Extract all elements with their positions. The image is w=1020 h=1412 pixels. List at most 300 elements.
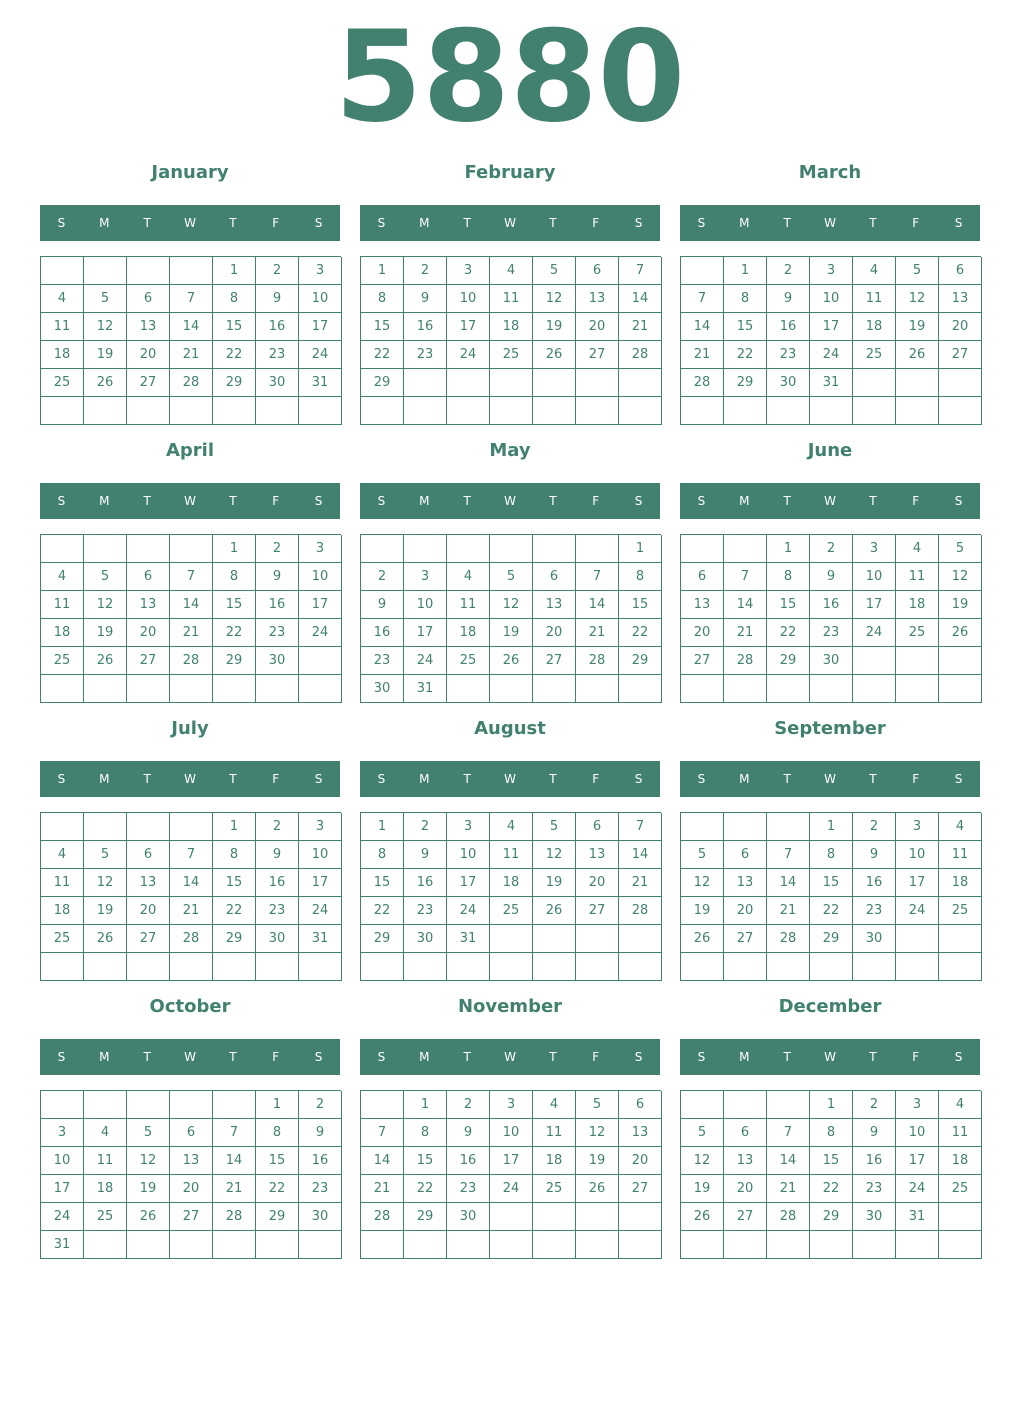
weekday-header: [680, 761, 980, 797]
day-cell: 14: [767, 1147, 810, 1175]
weekday-label: F: [272, 772, 280, 786]
day-cell: 19: [939, 591, 982, 619]
weekday-label: S: [634, 216, 643, 230]
day-cell: 2: [447, 1091, 490, 1119]
weekday-label: W: [824, 772, 836, 786]
weekday-label: M: [99, 1050, 110, 1064]
day-cell: 1: [256, 1091, 299, 1119]
empty-cell: [939, 369, 982, 397]
day-cell: 10: [810, 285, 853, 313]
day-cell: 8: [361, 285, 404, 313]
day-cell: 25: [84, 1203, 127, 1231]
day-cell: 26: [127, 1203, 170, 1231]
empty-cell: [41, 257, 84, 285]
day-cell: 5: [533, 257, 576, 285]
empty-cell: [576, 535, 619, 563]
day-cell: 26: [939, 619, 982, 647]
day-cell: 9: [404, 841, 447, 869]
empty-cell: [767, 1091, 810, 1119]
day-cell: 23: [853, 897, 896, 925]
day-cell: 11: [84, 1147, 127, 1175]
weekday-label: W: [504, 216, 516, 230]
day-cell: 27: [127, 925, 170, 953]
day-cell: 6: [619, 1091, 662, 1119]
day-cell: 10: [853, 563, 896, 591]
empty-cell: [256, 675, 299, 703]
weekday-label: W: [504, 772, 516, 786]
day-cell: 7: [361, 1119, 404, 1147]
day-cell: 18: [41, 619, 84, 647]
day-cell: 14: [619, 285, 662, 313]
empty-cell: [576, 925, 619, 953]
day-cell: 4: [41, 285, 84, 313]
weekday-label: F: [592, 1050, 600, 1064]
empty-cell: [896, 1231, 939, 1259]
day-cell: 20: [576, 313, 619, 341]
day-cell: 22: [619, 619, 662, 647]
day-cell: 28: [170, 925, 213, 953]
empty-cell: [810, 397, 853, 425]
day-cell: 14: [767, 869, 810, 897]
day-cell: 9: [256, 841, 299, 869]
day-cell: 28: [619, 897, 662, 925]
day-cell: 15: [724, 313, 767, 341]
day-cell: 27: [170, 1203, 213, 1231]
day-cell: 7: [170, 563, 213, 591]
month-title: September: [774, 718, 886, 739]
weekday-header: [40, 761, 340, 797]
empty-cell: [681, 1091, 724, 1119]
day-cell: 6: [576, 813, 619, 841]
weekday-label: T: [783, 494, 791, 508]
day-cell: 7: [724, 563, 767, 591]
empty-cell: [576, 675, 619, 703]
day-cell: 31: [810, 369, 853, 397]
day-cell: 8: [361, 841, 404, 869]
day-cell: 23: [404, 897, 447, 925]
empty-cell: [939, 397, 982, 425]
weekday-label: W: [184, 216, 196, 230]
day-cell: 29: [213, 925, 256, 953]
day-cell: 13: [619, 1119, 662, 1147]
day-cell: 27: [576, 897, 619, 925]
weekday-label: M: [419, 216, 430, 230]
empty-cell: [361, 535, 404, 563]
day-cell: 24: [853, 619, 896, 647]
empty-cell: [767, 953, 810, 981]
weekday-label: S: [954, 216, 963, 230]
empty-cell: [681, 397, 724, 425]
empty-cell: [170, 257, 213, 285]
day-cell: 7: [767, 841, 810, 869]
day-cell: 27: [619, 1175, 662, 1203]
weekday-label: S: [57, 494, 66, 508]
day-cell: 27: [127, 647, 170, 675]
weekday-label: S: [697, 772, 706, 786]
day-cell: 10: [404, 591, 447, 619]
weekday-label: S: [377, 494, 386, 508]
weekday-label: S: [697, 216, 706, 230]
empty-cell: [619, 397, 662, 425]
day-cell: 22: [767, 619, 810, 647]
day-cell: 27: [681, 647, 724, 675]
day-cell: 28: [724, 647, 767, 675]
empty-cell: [213, 1231, 256, 1259]
empty-cell: [533, 535, 576, 563]
weekday-label: W: [824, 1050, 836, 1064]
day-cell: 28: [213, 1203, 256, 1231]
day-cell: 31: [404, 675, 447, 703]
empty-cell: [853, 1231, 896, 1259]
day-cell: 10: [447, 285, 490, 313]
day-cell: 20: [724, 897, 767, 925]
day-cell: 17: [299, 591, 342, 619]
empty-cell: [939, 953, 982, 981]
day-cell: 27: [724, 1203, 767, 1231]
day-cell: 26: [576, 1175, 619, 1203]
day-cell: 9: [447, 1119, 490, 1147]
day-cell: 14: [170, 591, 213, 619]
empty-cell: [41, 675, 84, 703]
day-cell: 14: [213, 1147, 256, 1175]
weekday-label: F: [912, 772, 920, 786]
day-cell: 27: [127, 369, 170, 397]
day-cell: 25: [490, 341, 533, 369]
empty-cell: [724, 1091, 767, 1119]
empty-cell: [127, 535, 170, 563]
day-cell: 7: [619, 813, 662, 841]
empty-cell: [576, 1203, 619, 1231]
day-cell: 21: [619, 869, 662, 897]
day-cell: 15: [404, 1147, 447, 1175]
day-cell: 5: [939, 535, 982, 563]
empty-cell: [853, 675, 896, 703]
empty-cell: [724, 953, 767, 981]
empty-cell: [767, 397, 810, 425]
empty-cell: [84, 953, 127, 981]
day-cell: 29: [213, 647, 256, 675]
weekday-label: T: [549, 216, 557, 230]
day-cell: 20: [127, 619, 170, 647]
empty-cell: [84, 1231, 127, 1259]
empty-cell: [84, 257, 127, 285]
weekday-label: S: [634, 1050, 643, 1064]
weekday-label: W: [504, 1050, 516, 1064]
day-cell: 28: [767, 1203, 810, 1231]
empty-cell: [490, 953, 533, 981]
weekday-label: S: [314, 216, 323, 230]
day-grid: [40, 534, 341, 703]
weekday-label: M: [419, 1050, 430, 1064]
empty-cell: [170, 813, 213, 841]
day-cell: 8: [256, 1119, 299, 1147]
day-cell: 23: [810, 619, 853, 647]
empty-cell: [619, 925, 662, 953]
day-cell: 3: [853, 535, 896, 563]
empty-cell: [447, 1231, 490, 1259]
day-cell: 11: [41, 313, 84, 341]
day-cell: 17: [490, 1147, 533, 1175]
day-cell: 19: [681, 897, 724, 925]
empty-cell: [533, 1203, 576, 1231]
day-cell: 31: [41, 1231, 84, 1259]
empty-cell: [939, 1231, 982, 1259]
month-title: May: [489, 440, 531, 461]
day-cell: 6: [724, 841, 767, 869]
empty-cell: [939, 647, 982, 675]
empty-cell: [84, 1091, 127, 1119]
day-cell: 10: [896, 841, 939, 869]
year-title: 5880: [334, 3, 686, 150]
day-cell: 20: [127, 897, 170, 925]
day-cell: 2: [810, 535, 853, 563]
day-cell: 18: [447, 619, 490, 647]
day-cell: 24: [896, 1175, 939, 1203]
day-cell: 27: [533, 647, 576, 675]
day-cell: 11: [939, 1119, 982, 1147]
day-cell: 25: [939, 1175, 982, 1203]
day-cell: 28: [361, 1203, 404, 1231]
empty-cell: [447, 535, 490, 563]
day-cell: 29: [256, 1203, 299, 1231]
day-cell: 21: [170, 341, 213, 369]
day-cell: 13: [724, 1147, 767, 1175]
day-cell: 5: [681, 1119, 724, 1147]
day-cell: 25: [853, 341, 896, 369]
day-cell: 17: [299, 313, 342, 341]
empty-cell: [576, 953, 619, 981]
day-cell: 13: [170, 1147, 213, 1175]
empty-cell: [533, 369, 576, 397]
day-cell: 21: [213, 1175, 256, 1203]
day-cell: 6: [533, 563, 576, 591]
day-cell: 11: [939, 841, 982, 869]
empty-cell: [299, 675, 342, 703]
day-cell: 16: [853, 869, 896, 897]
day-cell: 10: [490, 1119, 533, 1147]
day-cell: 27: [939, 341, 982, 369]
day-cell: 4: [939, 813, 982, 841]
empty-cell: [361, 1231, 404, 1259]
weekday-label: T: [869, 216, 877, 230]
weekday-label: T: [869, 772, 877, 786]
day-cell: 17: [299, 869, 342, 897]
empty-cell: [404, 535, 447, 563]
day-cell: 1: [724, 257, 767, 285]
weekday-label: F: [592, 494, 600, 508]
day-cell: 29: [361, 925, 404, 953]
day-cell: 10: [299, 285, 342, 313]
weekday-label: T: [549, 772, 557, 786]
day-cell: 5: [576, 1091, 619, 1119]
empty-cell: [896, 397, 939, 425]
weekday-header: [40, 1039, 340, 1075]
day-cell: 11: [447, 591, 490, 619]
day-grid: [360, 1090, 661, 1259]
day-cell: 17: [404, 619, 447, 647]
day-cell: 7: [619, 257, 662, 285]
day-cell: 13: [576, 841, 619, 869]
empty-cell: [896, 675, 939, 703]
day-cell: 24: [896, 897, 939, 925]
day-cell: 30: [256, 647, 299, 675]
day-cell: 20: [939, 313, 982, 341]
weekday-label: W: [824, 494, 836, 508]
day-cell: 5: [533, 813, 576, 841]
day-cell: 25: [41, 925, 84, 953]
weekday-label: S: [697, 494, 706, 508]
day-cell: 18: [939, 869, 982, 897]
day-cell: 16: [256, 591, 299, 619]
day-grid: [680, 534, 981, 703]
day-cell: 15: [810, 869, 853, 897]
day-cell: 7: [681, 285, 724, 313]
empty-cell: [170, 535, 213, 563]
empty-cell: [404, 1231, 447, 1259]
empty-cell: [127, 1091, 170, 1119]
day-cell: 31: [299, 925, 342, 953]
day-cell: 6: [127, 841, 170, 869]
empty-cell: [447, 397, 490, 425]
day-cell: 18: [939, 1147, 982, 1175]
day-grid: [40, 812, 341, 981]
day-cell: 5: [84, 563, 127, 591]
weekday-header: [360, 483, 660, 519]
day-cell: 23: [853, 1175, 896, 1203]
weekday-label: S: [57, 216, 66, 230]
day-cell: 14: [170, 313, 213, 341]
day-grid: [680, 1090, 981, 1259]
day-cell: 11: [490, 841, 533, 869]
empty-cell: [170, 953, 213, 981]
empty-cell: [299, 397, 342, 425]
day-cell: 26: [533, 897, 576, 925]
weekday-label: S: [377, 1050, 386, 1064]
day-cell: 13: [127, 869, 170, 897]
empty-cell: [127, 675, 170, 703]
weekday-header: [40, 205, 340, 241]
day-cell: 23: [299, 1175, 342, 1203]
weekday-label: T: [463, 772, 471, 786]
empty-cell: [490, 535, 533, 563]
day-cell: 8: [619, 563, 662, 591]
day-cell: 16: [404, 313, 447, 341]
empty-cell: [896, 953, 939, 981]
day-cell: 11: [41, 869, 84, 897]
day-cell: 24: [447, 897, 490, 925]
day-cell: 5: [681, 841, 724, 869]
day-cell: 12: [533, 285, 576, 313]
day-cell: 15: [361, 869, 404, 897]
weekday-label: S: [377, 216, 386, 230]
day-cell: 8: [810, 1119, 853, 1147]
day-cell: 30: [404, 925, 447, 953]
weekday-label: S: [57, 1050, 66, 1064]
day-cell: 12: [576, 1119, 619, 1147]
day-cell: 4: [84, 1119, 127, 1147]
day-cell: 3: [404, 563, 447, 591]
day-cell: 1: [767, 535, 810, 563]
day-cell: 7: [767, 1119, 810, 1147]
day-cell: 9: [853, 1119, 896, 1147]
weekday-label: S: [314, 1050, 323, 1064]
day-cell: 21: [576, 619, 619, 647]
empty-cell: [619, 1231, 662, 1259]
month-title: January: [151, 162, 229, 183]
empty-cell: [533, 953, 576, 981]
empty-cell: [939, 925, 982, 953]
day-cell: 9: [767, 285, 810, 313]
empty-cell: [299, 647, 342, 675]
empty-cell: [490, 1231, 533, 1259]
empty-cell: [490, 397, 533, 425]
day-cell: 28: [170, 647, 213, 675]
day-cell: 20: [127, 341, 170, 369]
day-grid: [680, 812, 981, 981]
empty-cell: [447, 953, 490, 981]
day-cell: 12: [84, 591, 127, 619]
weekday-header: [360, 1039, 660, 1075]
empty-cell: [681, 535, 724, 563]
day-cell: 16: [447, 1147, 490, 1175]
day-cell: 19: [533, 313, 576, 341]
day-cell: 10: [896, 1119, 939, 1147]
day-cell: 30: [810, 647, 853, 675]
day-cell: 19: [84, 897, 127, 925]
empty-cell: [299, 1231, 342, 1259]
day-cell: 28: [619, 341, 662, 369]
empty-cell: [681, 1231, 724, 1259]
day-cell: 10: [41, 1147, 84, 1175]
day-cell: 26: [84, 647, 127, 675]
day-cell: 3: [299, 535, 342, 563]
empty-cell: [213, 1091, 256, 1119]
day-cell: 8: [213, 563, 256, 591]
weekday-label: S: [954, 494, 963, 508]
empty-cell: [170, 1231, 213, 1259]
weekday-label: T: [869, 1050, 877, 1064]
day-cell: 8: [724, 285, 767, 313]
day-cell: 22: [810, 1175, 853, 1203]
weekday-label: T: [463, 494, 471, 508]
day-cell: 28: [170, 369, 213, 397]
empty-cell: [619, 369, 662, 397]
day-cell: 28: [767, 925, 810, 953]
day-cell: 6: [170, 1119, 213, 1147]
day-cell: 21: [767, 1175, 810, 1203]
day-cell: 13: [939, 285, 982, 313]
empty-cell: [41, 813, 84, 841]
day-cell: 2: [767, 257, 810, 285]
day-cell: 3: [299, 257, 342, 285]
month-title: December: [778, 996, 882, 1017]
day-cell: 6: [576, 257, 619, 285]
day-cell: 30: [256, 369, 299, 397]
day-cell: 4: [490, 813, 533, 841]
day-cell: 17: [810, 313, 853, 341]
day-cell: 11: [41, 591, 84, 619]
day-cell: 2: [256, 535, 299, 563]
day-cell: 30: [853, 1203, 896, 1231]
day-cell: 24: [299, 619, 342, 647]
day-cell: 9: [404, 285, 447, 313]
day-cell: 21: [681, 341, 724, 369]
weekday-label: F: [912, 216, 920, 230]
day-cell: 13: [724, 869, 767, 897]
weekday-label: M: [739, 494, 750, 508]
weekday-label: T: [869, 494, 877, 508]
empty-cell: [853, 397, 896, 425]
